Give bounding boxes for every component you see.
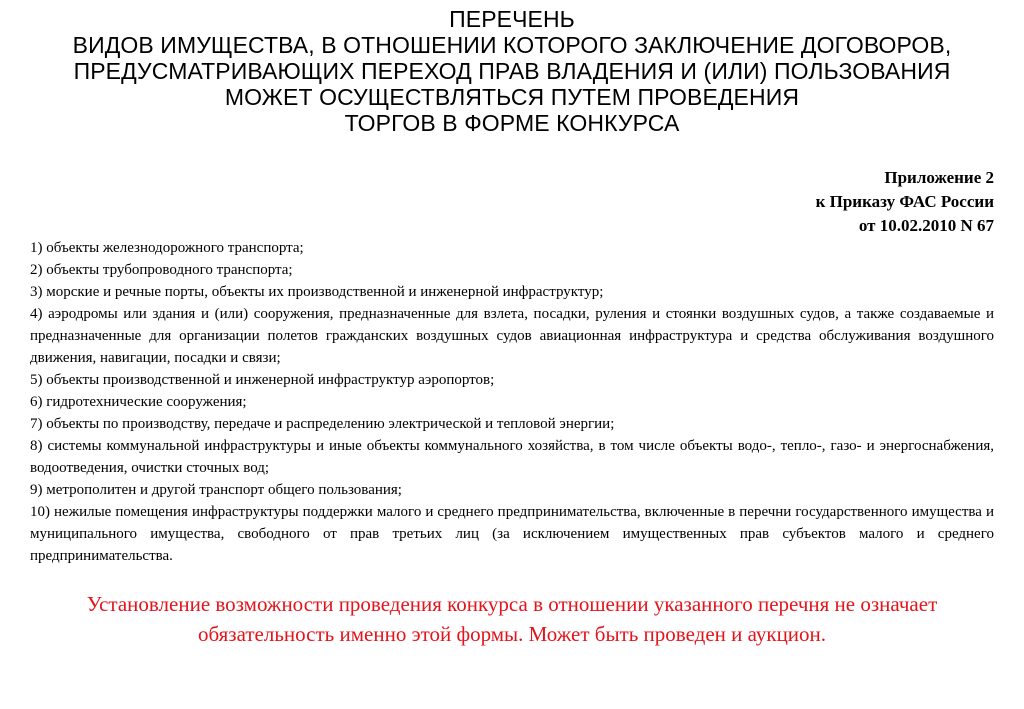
- list-item: 1) объекты железнодорожного транспорта;: [30, 240, 304, 256]
- list-item: 6) гидротехнические сооружения;: [30, 394, 247, 410]
- list-item: 10) нежилые помещения инфраструктуры поддержки малого и среднего предпринимательства, включенные в перечни государственного имущества и муниципального имущества, свободного от прав третьих лиц (за исключением имущественных прав субъектов малого и среднего предпринимательства.: [30, 504, 994, 564]
- document-title: [0, 6, 1024, 136]
- list-item: 8) системы коммунальной инфраструктуры и иные объекты коммунального хозяйства, в том числе объекты водо-, тепло-, газо- и энергоснабжения, водоотведения, очистки сточных вод;: [30, 438, 994, 476]
- appendix-number: Приложение 2: [884, 168, 994, 187]
- title-line: ТОРГОВ В ФОРМЕ КОНКУРСА: [344, 110, 680, 136]
- appendix-date: от 10.02.2010 N 67: [858, 216, 994, 235]
- appendix-reference: [816, 166, 994, 238]
- appendix-order: к Приказу ФАС России: [815, 192, 994, 211]
- title-line: ВИДОВ ИМУЩЕСТВА, В ОТНОШЕНИИ КОТОРОГО ЗАКЛЮЧЕНИЕ ДОГОВОРОВ,: [72, 32, 952, 58]
- list-item: 2) объекты трубопроводного транспорта;: [30, 262, 293, 278]
- title-line: ПРЕДУСМАТРИВАЮЩИХ ПЕРЕХОД ПРАВ ВЛАДЕНИЯ И (ИЛИ) ПОЛЬЗОВАНИЯ: [73, 58, 951, 84]
- list-item: 5) объекты производственной и инженерной инфраструктур аэропортов;: [30, 372, 495, 388]
- list-item: 4) аэродромы или здания и (или) сооружения, предназначенные для взлета, посадки, руления и стоянки воздушных судов, а также создаваемые и предназначенные для организации полетов гражданских воздушных судов авиационная инфраструктура и средства обслуживания воздушного движения, навигации, посадки и связи;: [30, 306, 994, 366]
- list-item: 9) метрополитен и другой транспорт общего пользования;: [30, 482, 402, 498]
- highlighted-note: Установление возможности проведения конкурса в отношении указанного перечня не означает обязательность именно этой формы. Может быть проведен и аукцион.: [86, 592, 938, 646]
- property-list: [30, 237, 994, 567]
- list-item: 3) морские и речные порты, объекты их производственной и инженерной инфраструктур;: [30, 284, 604, 300]
- list-item: 7) объекты по производству, передаче и распределению электрической и тепловой энергии;: [30, 416, 615, 432]
- title-line: МОЖЕТ ОСУЩЕСТВЛЯТЬСЯ ПУТЕМ ПРОВЕДЕНИЯ: [224, 84, 800, 110]
- title-line: ПЕРЕЧЕНЬ: [449, 6, 575, 32]
